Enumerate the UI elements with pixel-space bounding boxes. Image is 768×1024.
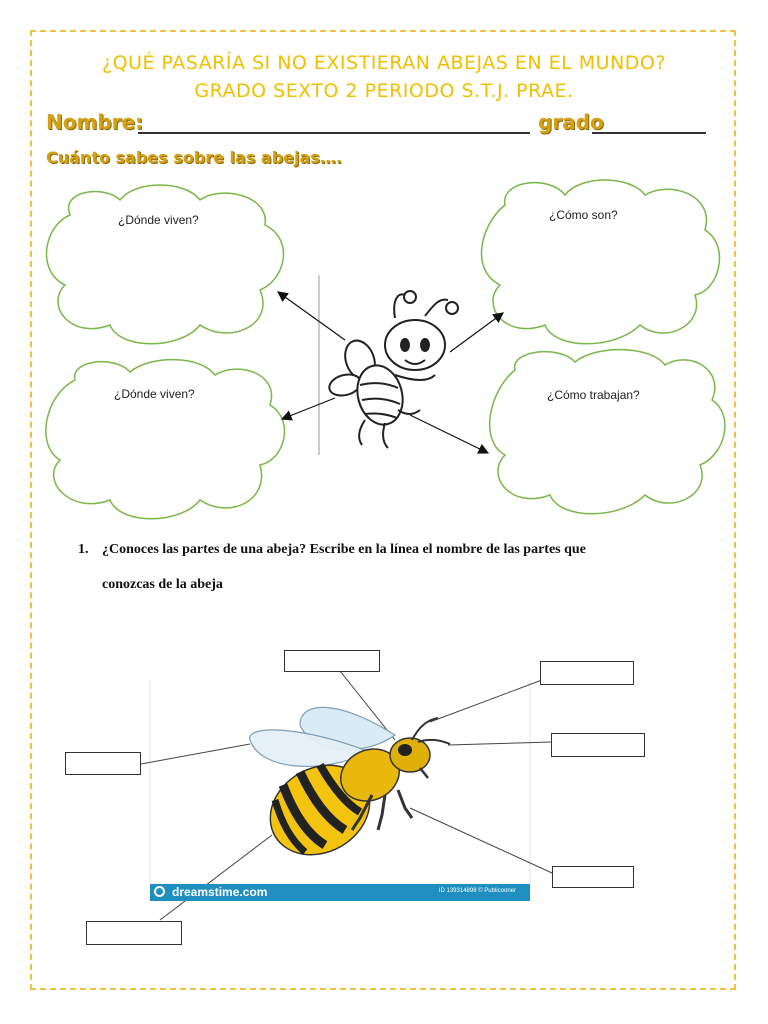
label-box-1[interactable] bbox=[284, 650, 380, 672]
question-number: 1. bbox=[78, 542, 89, 557]
page-subtitle: GRADO SEXTO 2 PERIODO S.T.J. PRAE. bbox=[194, 80, 574, 102]
section-subtitle: Cuánto sabes sobre las abejas…. bbox=[46, 148, 342, 167]
grade-label: grado bbox=[538, 110, 604, 134]
cloud-label-4: ¿Cómo trabajan? bbox=[547, 388, 640, 402]
watermark-bar bbox=[150, 884, 530, 901]
name-label: Nombre: bbox=[46, 110, 144, 134]
question-text-line2: conozcas de la abeja bbox=[102, 577, 223, 592]
cloud-label-1: ¿Dónde viven? bbox=[118, 213, 199, 227]
label-box-2[interactable] bbox=[540, 661, 634, 685]
cloud-label-3: ¿Dónde viven? bbox=[114, 387, 195, 401]
label-box-3[interactable] bbox=[551, 733, 645, 757]
realistic-bee bbox=[250, 707, 450, 872]
watermark-text: dreamstime.com bbox=[172, 885, 268, 899]
dreamstime-logo-icon bbox=[154, 886, 165, 897]
cloud-label-2: ¿Cómo son? bbox=[549, 208, 618, 222]
label-box-5[interactable] bbox=[552, 866, 634, 888]
label-box-4[interactable] bbox=[65, 752, 141, 775]
label-box-6[interactable] bbox=[86, 921, 182, 945]
question-text-line1: ¿Conoces las partes de una abeja? Escribe en la línea el nombre de las partes que bbox=[102, 542, 586, 557]
watermark-id: ID 139314898 © Publicooner bbox=[438, 888, 516, 894]
page-title: ¿QUÉ PASARÍA SI NO EXISTIERAN ABEJAS EN EL MUNDO? bbox=[102, 52, 666, 74]
